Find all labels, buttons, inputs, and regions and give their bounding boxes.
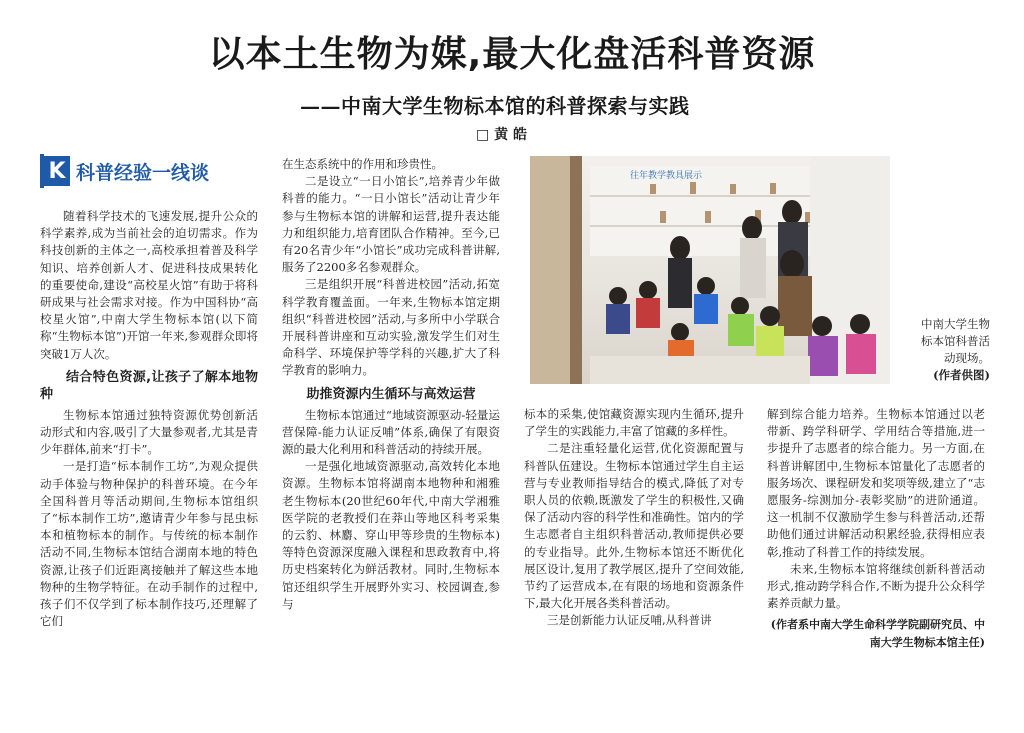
paragraph: 在生态系统中的作用和珍贵性。	[282, 157, 443, 171]
author-note: (作者系中南大学生命科学学院副研究员、中南大学生物标本馆主任)	[770, 618, 985, 649]
paragraph: 未来,生物标本馆将继续创新科普活动形式,推动跨学科合作,不断为提升公众科学素养贡献力量。	[767, 561, 985, 611]
paragraph: 一是强化地域资源驱动,高效转化本地资源。生物标本馆将湖南本地物种和湘雅老生物标本(20世纪60年代,中南大学湘雅医学院的老教授们在莽山等地区科考采集的云豹、林麝、穿山甲等珍贵的生物标本)等特色资源深度融入课程和思政教育中,将历史档案转化为鲜活教材。同时,生物标本馆还组织学生开展野外实习、校园调查,参与	[282, 459, 500, 611]
exhibit-sign: 往年教学教具展示	[630, 171, 703, 181]
paragraph: 一是打造“标本制作工坊”,为观众提供动手体验与物种保护的科普环境。在今年全国科普月等活动期间,生物标本馆组织了“标本制作工坊”,邀请青少年参与昆虫标本和植物标本的制作。与传统的标本制作活动不同,生物标本馆结合湖南本地的特色资源,让孩子们近距离接触并了解这些本地物种的生物学特征。在动手制作的过程中,孩子们不仅学到了标本制作技巧,还理解了它们	[40, 459, 258, 629]
k-logo-icon: K	[44, 156, 70, 186]
event-photo	[530, 156, 890, 384]
section-heading: 助推资源内生循环与高效运营	[306, 386, 476, 402]
column-4	[767, 406, 985, 651]
section-heading: 结合特色资源,让孩子了解本地物种	[40, 369, 258, 402]
paragraph: 二是设立“一日小馆长”,培养青少年做科普的能力。“一日小馆长”活动让青少年参与生物标本馆的讲解和运营,提升表达能力和组织能力,培育团队合作精神。至今,已有20名青少年“小馆长”成功完成科普讲解,服务了2200多名参观群众。	[282, 174, 500, 275]
section-banner	[40, 154, 254, 188]
paragraph: 生物标本馆通过独特资源优势创新活动形式和内容,吸引了大量参观者,尤其是青少年群体,前来“打卡”。	[40, 407, 258, 457]
column-3	[524, 406, 744, 630]
column-1	[40, 208, 258, 630]
article-author: □ 黄 皓	[476, 127, 527, 143]
paragraph: 随着科学技术的飞速发展,提升公众的科学素养,成为当前社会的迫切需求。作为科技创新的主体之一,高校承担着普及科学知识、培养创新人才、促进科技成果转化的重要使命,建设“高校星火馆”有助于将科研成果与社会需求对接。作为中国科协“高校星火馆”,中南大学生物标本馆(以下简称“生物标本馆”)开馆一年来,参观群众即将突破1万人次。	[40, 209, 258, 361]
photo-credit: (作者供图)	[933, 368, 990, 382]
paragraph: 解到综合能力培养。生物标本馆通过以老带新、跨学科研学、学用结合等措施,进一步提升了志愿者的综合能力。另一方面,在科普讲解团中,生物标本馆量化了志愿者的服务场次、课程研发和奖项等级,建立了“志愿服务-综测加分-表彰奖励”的进阶通道。这一机制不仅激励学生参与科普活动,还帮助他们通过讲解活动积累经验,获得相应表彰,推动了科普工作的持续发展。	[767, 407, 985, 559]
photo-illustration	[530, 156, 890, 384]
paragraph: 标本的采集,使馆藏资源实现内生循环,提升了学生的实践能力,丰富了馆藏的多样性。	[524, 407, 744, 439]
section-label: 科普经验一线谈	[76, 161, 210, 184]
paragraph: 三是创新能力认证反哺,从科普讲	[547, 613, 712, 628]
article-subtitle: ——中南大学生物标本馆的科普探索与实践	[300, 94, 690, 118]
article-title: 以本土生物为媒,最大化盘活科普资源	[208, 34, 816, 75]
paragraph: 二是注重轻量化运营,优化资源配置与科普队伍建设。生物标本馆通过学生自主运营与专业教师指导结合的模式,降低了对专职人员的依赖,既激发了学生的积极性,又确保了活动内容的科学性和准确性。馆内的学生志愿者自主组织科普活动,教师提供必要的专业指导。此外,生物标本馆还不断优化展区设计,复用了教学展区,提升了空间效能,节约了运营成本,在有限的场地和资源条件下,最大化开展各类科普活动。	[524, 441, 744, 611]
paragraph: 三是组织开展“科普进校园”活动,拓宽科学教育覆盖面。一年来,生物标本馆定期组织“科普进校园”活动,与多所中小学联合开展科普讲座和互动实验,激发学生们对生命科学、环境保护等学科的兴趣,扩大了科学教育的影响力。	[282, 277, 500, 378]
photo-caption	[910, 316, 990, 384]
caption-text: 中南大学生物标本馆科普活动现场。	[921, 317, 990, 365]
paragraph: 生物标本馆通过“地域资源驱动-轻量运营保障-能力认证反哺”体系,确保了有限资源的最大化利用和科普活动的持续开展。	[282, 407, 500, 457]
column-2	[282, 156, 500, 613]
